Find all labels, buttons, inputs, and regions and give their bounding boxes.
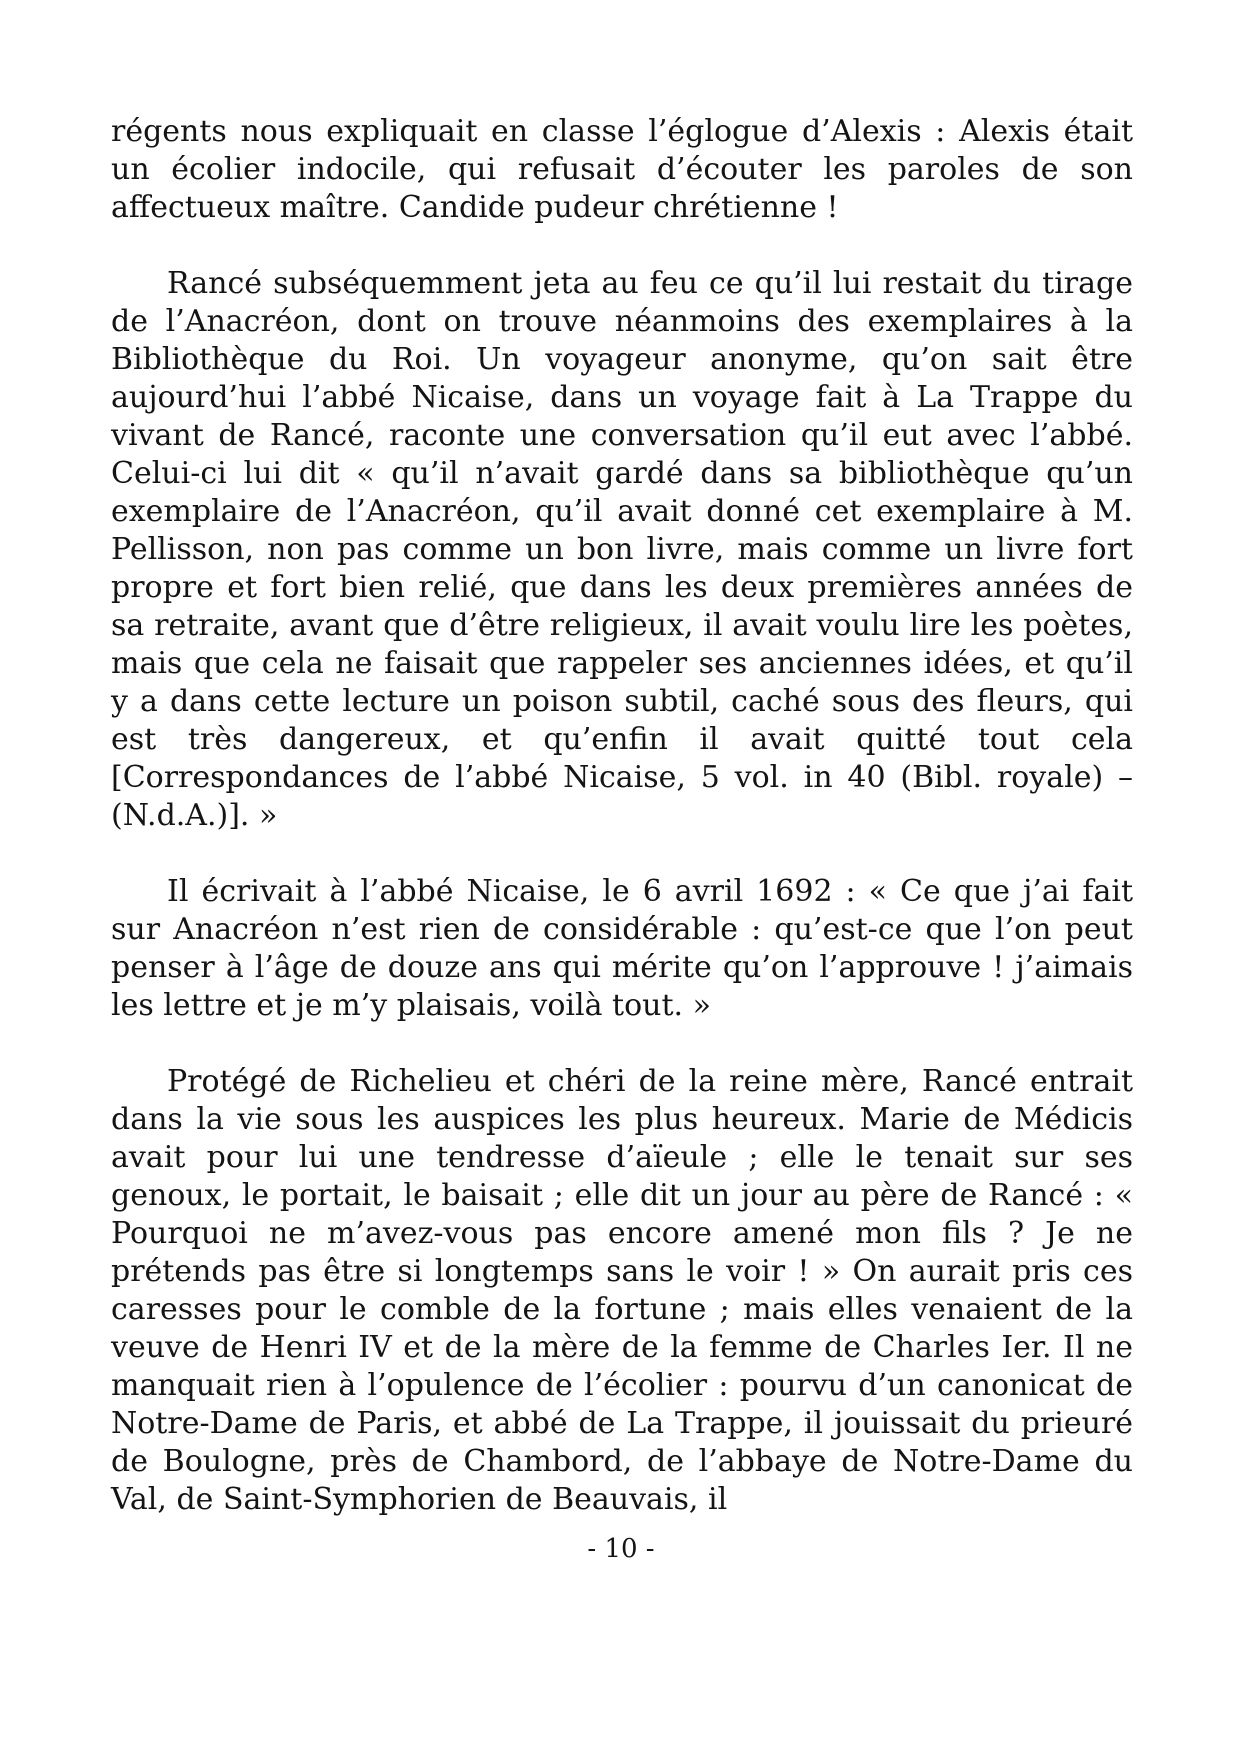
paragraph-3: Il écrivait à l’abbé Nicaise, le 6 avril 1692 : « Ce que j’ai fait sur Anacréon n’est rien de considérable : qu’est-ce que l’on peut penser à l’âge de douze ans qui mérite qu’on l’approuve ! j’aimais les lettre et je m’y plaisais, voilà tout. »	[111, 874, 1133, 1023]
paragraph-2: Rancé subséquemment jeta au feu ce qu’il lui restait du tirage de l’Anacréon, dont on trouve néanmoins des exemplaires à la Bibliothèque du Roi. Un voyageur anonyme, qu’on sait être aujourd’hui l’abbé Nicaise, dans un voyage fait à La Trappe du vivant de Rancé, raconte une conversation qu’il eut avec l’abbé. Celui-ci lui dit « qu’il n’avait gardé dans sa bibliothèque qu’un exemplaire de l’Anacréon, qu’il avait donné cet exemplaire à M. Pellisson, non pas comme un bon livre, mais comme un livre fort propre et fort bien relié, que dans les deux premières années de sa retraite, avant que d’être religieux, il avait voulu lire les poètes, mais que cela ne faisait que rappeler ses anciennes idées, et qu’il y a dans cette lecture un poison subtil, caché sous des fleurs, qui est très dangereux, et qu’enfin il avait quitté tout cela [Correspondances de l’abbé Nicaise, 5 vol. in 40 (Bibl. royale) – (N.d.A.)]. »	[111, 266, 1133, 833]
body-text	[111, 113, 1133, 1519]
page-number: - 10 -	[587, 1534, 655, 1564]
paragraph-4: Protégé de Richelieu et chéri de la reine mère, Rancé entrait dans la vie sous les auspices les plus heureux. Marie de Médicis avait pour lui une tendresse d’aïeule ; elle le tenait sur ses genoux, le portait, le baisait ; elle dit un jour au père de Rancé : « Pourquoi ne m’avez-vous pas encore amené mon fils ? Je ne prétends pas être si longtemps sans le voir ! » On aurait pris ces caresses pour le comble de la fortune ; mais elles venaient de la veuve de Henri IV et de la mère de la femme de Charles Ier. Il ne manquait rien à l’opulence de l’écolier : pourvu d’un canonicat de Notre-Dame de Paris, et abbé de La Trappe, il jouissait du prieuré de Boulogne, près de Chambord, de l’abbaye de Notre-Dame du Val, de Saint-Symphorien de Beauvais, il	[111, 1064, 1133, 1517]
paragraph-1: régents nous expliquait en classe l’églogue d’Alexis : Alexis était un écolier indocile, qui refusait d’écouter les paroles de son affectueux maître. Candide pudeur chrétienne !	[111, 114, 1133, 225]
